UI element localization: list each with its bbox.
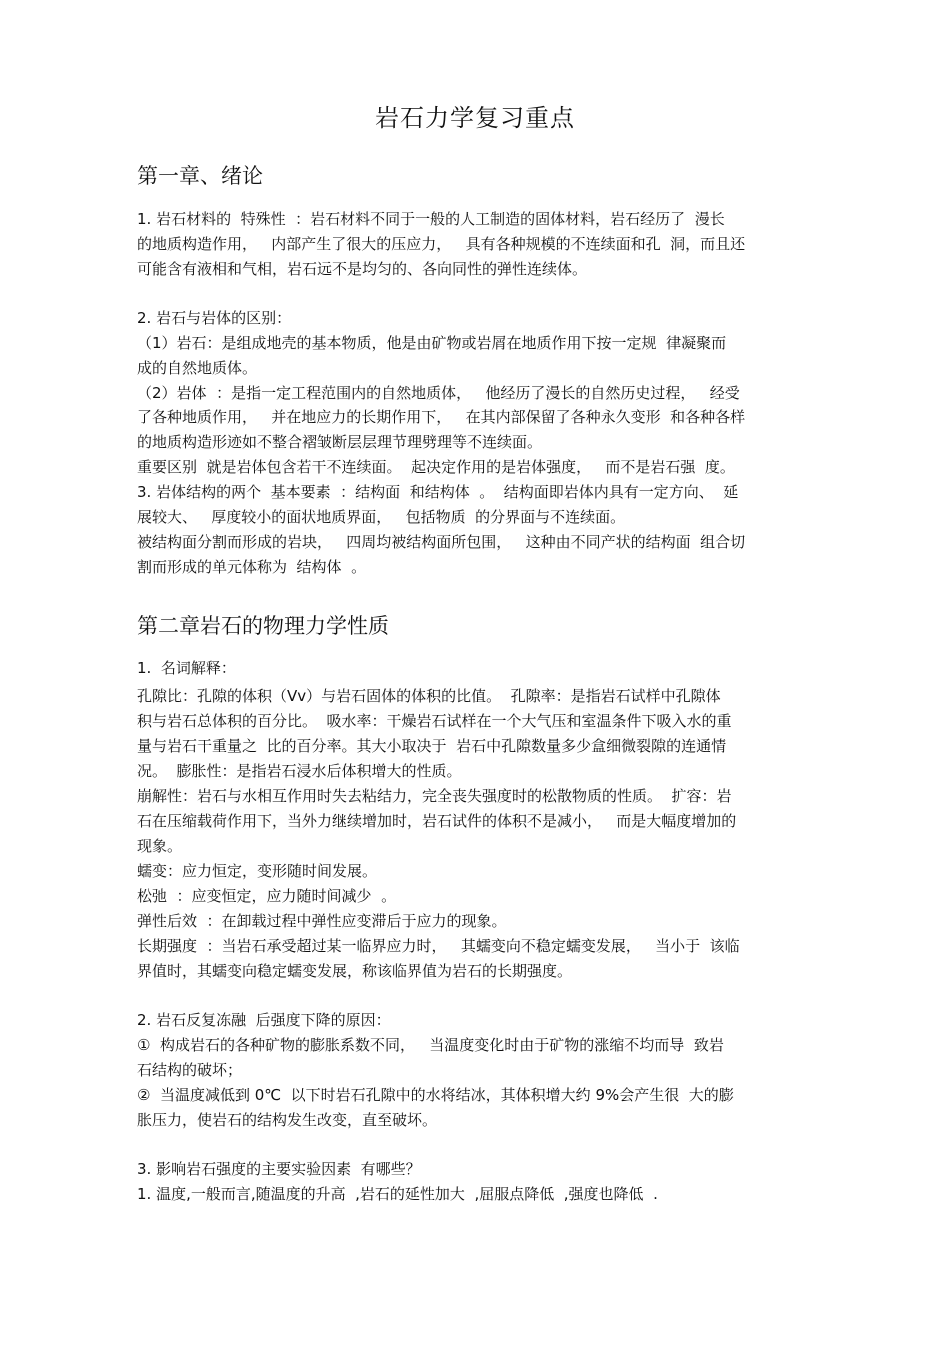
paragraph-line: 1. 名词解释： bbox=[137, 659, 236, 677]
document-title: 岩石力学复习重点 bbox=[375, 104, 575, 132]
paragraph-line: 现象。 bbox=[137, 837, 183, 855]
paragraph-line: 了各种地质作用， 并在地应力的长期作用下， 在其内部保留了各种永久变形 和各种各样 bbox=[137, 408, 746, 426]
paragraph-line: ② 当温度减低到 0℃ 以下时岩石孔隙中的水将结冰，其体积增大约 9%会产生很 大的膨 bbox=[137, 1086, 734, 1104]
paragraph-line: 松弛 ：应变恒定，应力随时间减少 。 bbox=[137, 887, 397, 905]
paragraph-line: 积与岩石总体积的百分比。 吸水率：干燥岩石试样在一个大气压和室温条件下吸入水的重 bbox=[137, 712, 732, 730]
paragraph-line: 长期强度 ：当岩石承受超过某一临界应力时， 其蠕变向不稳定蠕变发展， 当小于 该临 bbox=[137, 937, 740, 955]
paragraph-line: 可能含有液相和气相，岩石远不是均匀的、各向同性的弹性连续体。 bbox=[137, 260, 588, 278]
paragraph-line: （1）岩石：是组成地壳的基本物质，他是由矿物或岩屑在地质作用下按一定规 律凝聚而 bbox=[137, 334, 727, 352]
paragraph-line: 的地质构造形迹如不整合褶皱断层层理节理劈理等不连续面。 bbox=[137, 433, 543, 451]
paragraph-line: 重要区别 就是岩体包含若干不连续面。 起决定作用的是岩体强度， 而不是岩石强 度。 bbox=[137, 458, 735, 476]
paragraph-line: 展较大、 厚度较小的面状地质界面， 包括物质 的分界面与不连续面。 bbox=[137, 508, 626, 526]
chapter1-heading: 第一章、绪论 bbox=[137, 164, 263, 188]
paragraph-line: 量与岩石干重量之 比的百分率。其大小取决于 岩石中孔隙数量多少盒细微裂隙的连通情 bbox=[137, 737, 727, 755]
paragraph-line: 3. 岩体结构的两个 基本要素 ：结构面 和结构体 。 结构面即岩体内具有一定方向、 延 bbox=[137, 483, 739, 501]
paragraph-line: 2. 岩石与岩体的区别： bbox=[137, 309, 292, 327]
paragraph-line: 胀压力，使岩石的结构发生改变，直至破坏。 bbox=[137, 1111, 438, 1129]
paragraph-line: 蠕变：应力恒定，变形随时间发展。 bbox=[137, 862, 378, 880]
paragraph-line: 的地质构造作用， 内部产生了很大的压应力， 具有各种规模的不连续面和孔 洞，而且还 bbox=[137, 235, 746, 253]
paragraph-line: （2）岩体 ：是指一定工程范围内的自然地质体， 他经历了漫长的自然历史过程， 经受 bbox=[137, 384, 740, 402]
paragraph-line: 弹性后效 ：在卸载过程中弹性应变滞后于应力的现象。 bbox=[137, 912, 507, 930]
paragraph-line: 崩解性：岩石与水相互作用时失去粘结力，完全丧失强度时的松散物质的性质。 扩容：岩 bbox=[137, 787, 732, 805]
paragraph-line: 割而形成的单元体称为 结构体 。 bbox=[137, 558, 367, 576]
paragraph-line: 孔隙比：孔隙的体积（Vv）与岩石固体的体积的比值。 孔隙率：是指岩石试样中孔隙体 bbox=[137, 687, 721, 705]
paragraph-line: 被结构面分割而形成的岩块， 四周均被结构面所包围， 这种由不同产状的结构面 组合切 bbox=[137, 533, 746, 551]
paragraph-line: 1. 温度,一般而言,随温度的升高 ,岩石的延性加大 ,屈服点降低 ,强度也降低 . bbox=[137, 1185, 658, 1203]
paragraph-line: 2. 岩石反复冻融 后强度下降的原因： bbox=[137, 1011, 391, 1029]
paragraph-line: 石在压缩载荷作用下，当外力继续增加时，岩石试件的体积不是减小， 而是大幅度增加的 bbox=[137, 812, 737, 830]
paragraph-line: 石结构的破坏； bbox=[137, 1061, 243, 1079]
paragraph-line: ① 构成岩石的各种矿物的膨胀系数不同， 当温度变化时由于矿物的涨缩不均而导 致岩 bbox=[137, 1036, 724, 1054]
paragraph-line: 3. 影响岩石强度的主要实验因素 有哪些？ bbox=[137, 1160, 421, 1178]
paragraph-line: 况。 膨胀性：是指岩石浸水后体积增大的性质。 bbox=[137, 762, 462, 780]
paragraph-line: 1. 岩石材料的 特殊性 ：岩石材料不同于一般的人工制造的固体材料，岩石经历了 漫长 bbox=[137, 210, 725, 228]
chapter2-heading: 第二章岩石的物理力学性质 bbox=[137, 614, 389, 638]
paragraph-line: 界值时，其蠕变向稳定蠕变发展，称该临界值为岩石的长期强度。 bbox=[137, 962, 573, 980]
paragraph-line: 成的自然地质体。 bbox=[137, 359, 258, 377]
